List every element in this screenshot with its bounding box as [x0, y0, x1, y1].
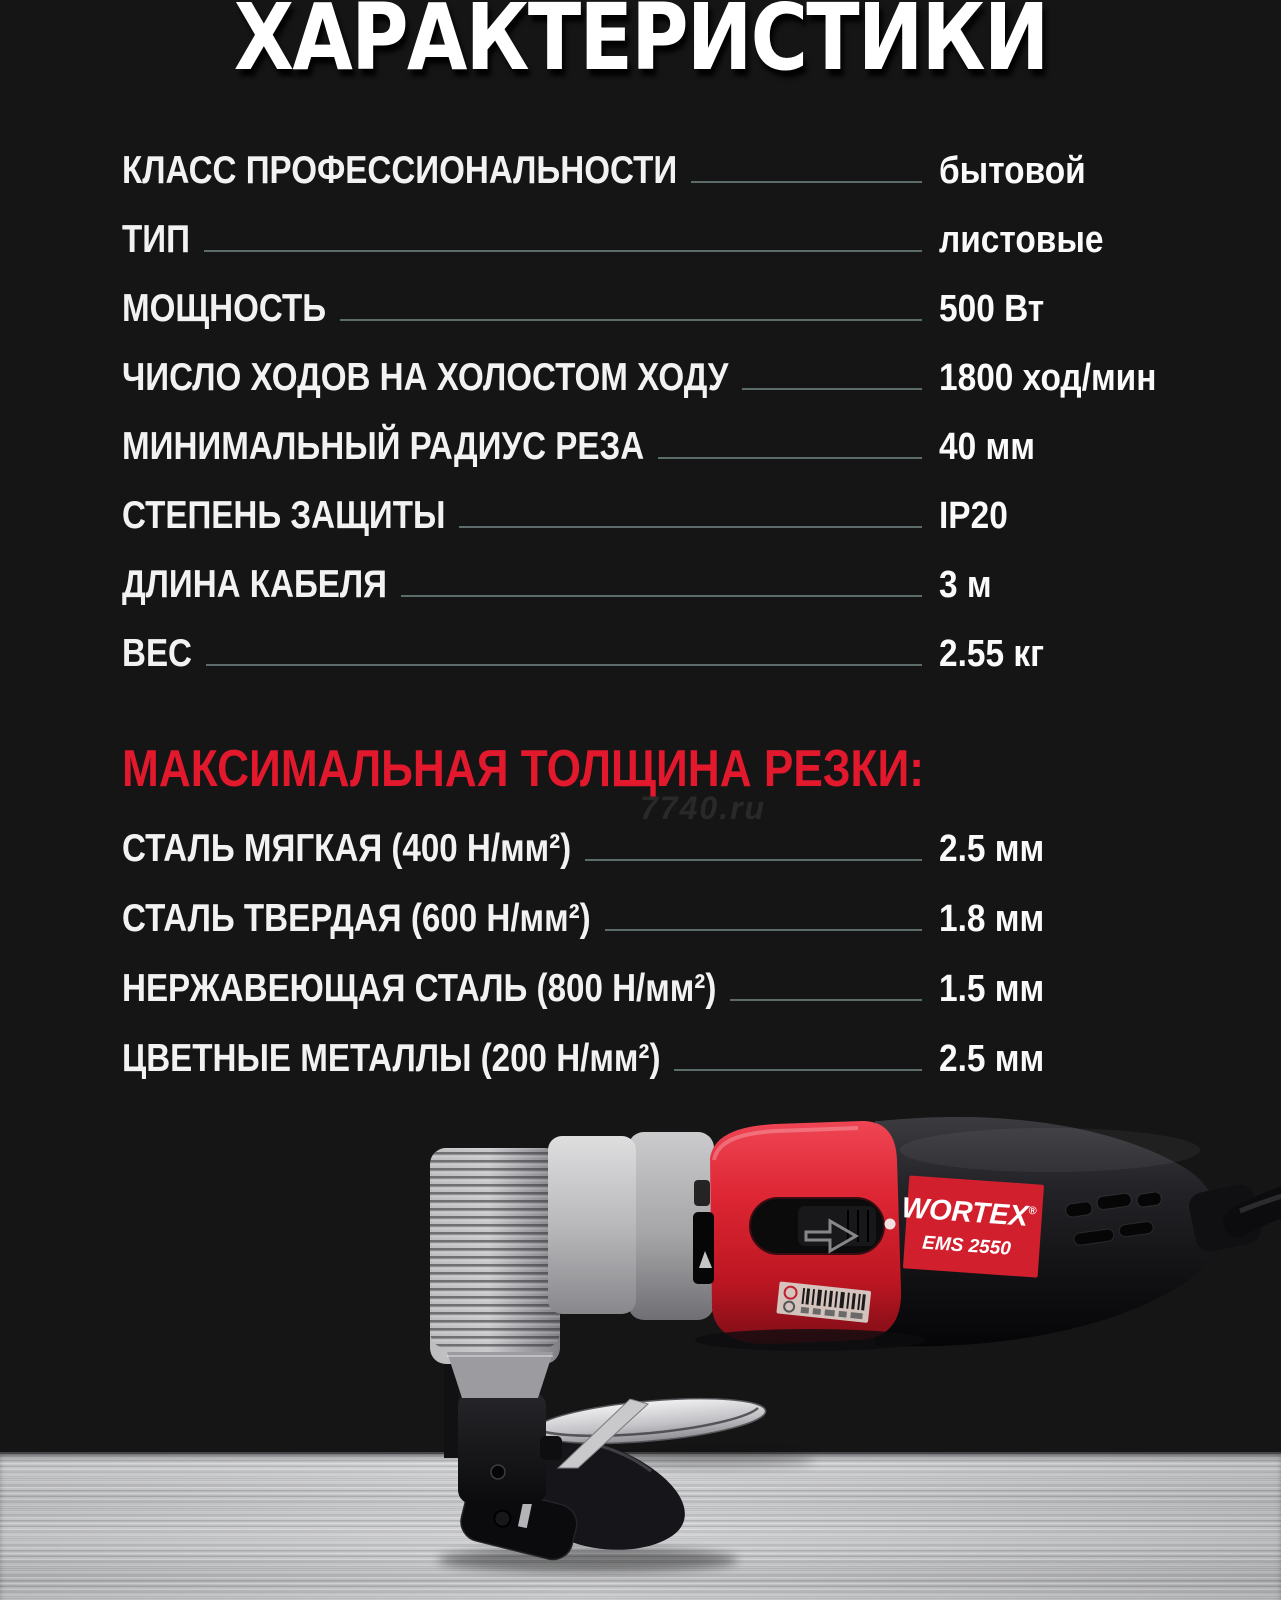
spec-row	[122, 192, 1165, 261]
spec-value: 2.55 кг	[939, 633, 1045, 676]
thickness-row	[122, 1010, 1165, 1080]
spec-row	[122, 537, 1165, 606]
thickness-value: 1.5 мм	[939, 968, 1045, 1011]
thickness-label: СТАЛЬ ТВЕРДАЯ (600 Н/мм²)	[122, 897, 591, 941]
spec-value: листовые	[939, 219, 1104, 262]
spec-label: СТЕПЕНЬ ЗАЩИТЫ	[122, 494, 446, 538]
gear-head	[430, 1148, 560, 1398]
leader-line	[605, 929, 922, 931]
spec-value: 3 м	[939, 564, 992, 607]
leader-line	[206, 664, 922, 666]
thickness-label: НЕРЖАВЕЮЩАЯ СТАЛЬ (800 Н/мм²)	[122, 967, 717, 1011]
spec-label: ЧИСЛО ХОДОВ НА ХОЛОСТОМ ХОДУ	[122, 356, 729, 400]
spec-label: ДЛИНА КАБЕЛЯ	[122, 563, 388, 607]
spec-row	[122, 468, 1165, 537]
spec-row	[122, 330, 1165, 399]
thickness-row	[122, 940, 1165, 1010]
leader-line	[674, 1069, 922, 1071]
leader-line	[204, 250, 922, 252]
collar-ring-front	[548, 1136, 636, 1314]
leader-line	[742, 388, 922, 390]
spec-value: IP20	[939, 495, 1008, 538]
watermark: 7740.ru	[640, 790, 767, 826]
power-switch[interactable]	[750, 1198, 896, 1254]
spec-value: 1800 ход/мин	[939, 357, 1157, 400]
leader-line	[401, 595, 922, 597]
spec-row	[122, 123, 1165, 192]
thickness-row	[122, 800, 1165, 870]
spec-list	[122, 123, 1165, 675]
thickness-value: 2.5 мм	[939, 828, 1045, 871]
model-text: EMS 2550	[921, 1232, 1012, 1260]
spec-value: 40 мм	[939, 426, 1035, 469]
max-thickness-heading-text: МАКСИМАЛЬНАЯ ТОЛЩИНА РЕЗКИ:	[122, 740, 925, 798]
brand-label	[897, 1175, 1044, 1278]
page-title	[0, 0, 1281, 91]
leader-line	[691, 181, 922, 183]
leader-line	[340, 319, 922, 321]
spec-label: ТИП	[122, 218, 190, 262]
spec-value: 500 Вт	[939, 288, 1045, 331]
spec-label: КЛАСС ПРОФЕССИОНАЛЬНОСТИ	[122, 149, 678, 193]
page-title-text: ХАРАКТЕРИСТИКИ	[233, 0, 1048, 91]
spec-row	[122, 399, 1165, 468]
spec-value: бытовой	[939, 150, 1086, 193]
thickness-row	[122, 870, 1165, 940]
leader-line	[730, 999, 922, 1001]
spec-row	[122, 261, 1165, 330]
spec-label: МОЩНОСТЬ	[122, 287, 327, 331]
brand-text: WORTEX®	[900, 1192, 1038, 1233]
spec-label: ВЕС	[122, 632, 192, 676]
highlight-dot	[885, 1219, 896, 1230]
thickness-label: ЦВЕТНЫЕ МЕТАЛЛЫ (200 Н/мм²)	[122, 1037, 661, 1081]
spec-label: МИНИМАЛЬНЫЙ РАДИУС РЕЗА	[122, 425, 645, 469]
leader-line	[459, 526, 922, 528]
thickness-value: 2.5 мм	[939, 1038, 1045, 1081]
leader-line	[658, 457, 922, 459]
product-photo	[0, 1080, 1281, 1600]
max-thickness-heading	[122, 742, 924, 797]
thickness-label: СТАЛЬ МЯГКАЯ (400 Н/мм²)	[122, 827, 572, 871]
leader-line	[585, 859, 922, 861]
spec-row	[122, 606, 1165, 675]
max-thickness-list	[122, 800, 1165, 1080]
thickness-value: 1.8 мм	[939, 898, 1045, 941]
